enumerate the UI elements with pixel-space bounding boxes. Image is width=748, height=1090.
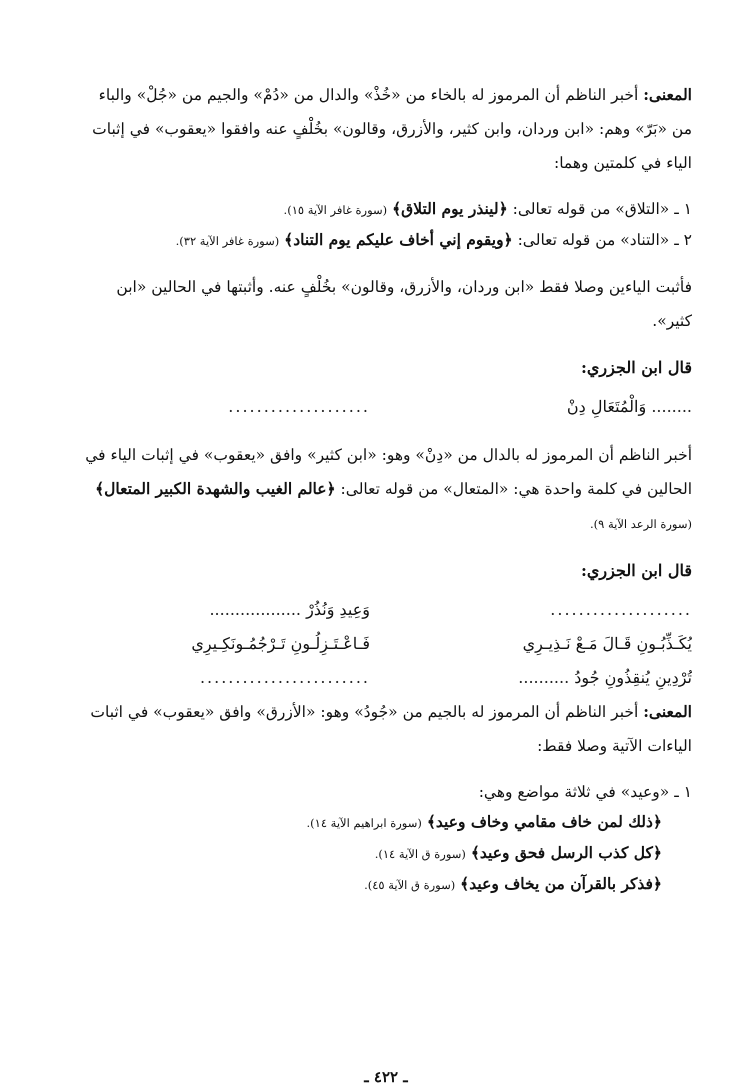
- list-item: [80, 838, 692, 869]
- paragraph-2: [80, 270, 692, 338]
- ellipsis-dots: ....................: [550, 600, 692, 619]
- verse-right-hemistich: [392, 627, 692, 661]
- verse-line: [80, 390, 692, 424]
- quran-quote: ﴿لينذر يوم التلاق﴾: [392, 199, 508, 218]
- surah-reference: (سورة ق الآية ٤٥).: [364, 878, 456, 892]
- surah-reference: (سورة الرعد الآية ٩).: [589, 517, 692, 531]
- verse-left-hemistich: [80, 593, 370, 627]
- list-number: ١ ـ: [674, 200, 692, 218]
- list-number: ٢ ـ: [674, 231, 692, 249]
- paragraph-3: [80, 438, 692, 541]
- surah-reference: (سورة ابراهيم الآية ١٤).: [306, 816, 422, 830]
- list-item: [80, 807, 692, 838]
- meaning-text: أخبر الناظم أن المرموز له بالخاء من «خُذْ» والدال من «دُمْ» والجيم من «جُلْ» والباء من «بَرّ» وهم: «ابن وردان، وابن كثير، والأزرق، وقالون» بخُلْفٍ عنه وافقوا «يعقوب» في إثبات الياء في كلمتين وهما:: [92, 86, 692, 172]
- meaning-text: أخبر الناظم أن المرموز له بالجيم من «جُودُ» وهو: «الأزرق» وافق «يعقوب» في اثبات الياءات الآتية وصلا فقط:: [90, 703, 692, 755]
- list-intro: ١ ـ «وعيد» في ثلاثة مواضع وهي:: [478, 783, 692, 801]
- verse-right-hemistich: [392, 593, 692, 627]
- quran-quote: ﴿عالم الغيب والشهدة الكبير المتعال﴾: [95, 479, 336, 498]
- quran-quote: ﴿ويقوم إني أخاف عليكم يوم التناد﴾: [284, 230, 513, 249]
- verse-left-hemistich: [80, 627, 370, 661]
- meaning-paragraph-1: [80, 78, 692, 180]
- list-item: [80, 194, 692, 225]
- verse-right-hemistich: [392, 661, 692, 695]
- verse-text: وَعِيدِ وَنُذُرْ: [306, 600, 370, 619]
- section-heading: قال ابن الجزري:: [581, 358, 692, 377]
- ellipsis-dots: ........................: [199, 668, 370, 687]
- verse-left-hemistich: [80, 661, 370, 695]
- verse-text: وَالْمُتَعَالِ دِنْ: [566, 397, 647, 416]
- paragraph-text: أخبر الناظم أن المرموز له بالدال من «دِنْ» وهو: «ابن كثير» وافق «يعقوب» في إثبات الياء في الحالين في كلمة واحدة هي: «المتعال» من قوله تعالى:: [85, 446, 692, 498]
- verse-line: [80, 593, 692, 627]
- verse-text: فَـاعْـتَـزِلُـونِ تَـرْجُمُـونَكِـيرِي: [191, 634, 370, 653]
- surah-reference: (سورة غافر الآية ١٥).: [283, 203, 388, 217]
- quran-quote: ﴿فذكر بالقرآن من يخاف وعيد﴾: [460, 874, 662, 893]
- verse-text: تُرْدِينِ يُنقِذُونِ جُودُ: [574, 668, 692, 687]
- paragraph-text: فأثبت الياءين وصلا فقط «ابن وردان، والأزرق، وقالون» بخُلْفٍ عنه. وأثبتها في الحالين «ابن كثير».: [116, 278, 692, 330]
- list-item: [80, 869, 692, 900]
- word-list-1: [80, 194, 692, 256]
- quran-quote: ﴿كل كذب الرسل فحق وعيد﴾: [470, 843, 662, 862]
- verse-left-hemistich: [80, 390, 370, 424]
- list-text: «التلاق» من قوله تعالى:: [512, 200, 670, 218]
- list-item: [80, 225, 692, 256]
- ellipsis-dots: ........: [651, 397, 692, 416]
- meaning-paragraph-2: [80, 695, 692, 763]
- ellipsis-dots: ....................: [228, 397, 370, 416]
- surah-reference: (سورة غافر الآية ٣٢).: [175, 234, 280, 248]
- verse-right-hemistich: [392, 390, 692, 424]
- page-body: [80, 78, 692, 1086]
- quran-quote: ﴿ذلك لمن خاف مقامي وخاف وعيد﴾: [426, 812, 662, 831]
- meaning-label: المعنى:: [643, 702, 692, 721]
- ellipsis-dots: ..................: [209, 600, 302, 619]
- list-text: «التناد» من قوله تعالى:: [517, 231, 670, 249]
- word-list-2: [80, 777, 692, 900]
- surah-reference: (سورة ق الآية ١٤).: [374, 847, 466, 861]
- ellipsis-dots: ..........: [518, 668, 570, 687]
- section-heading: قال ابن الجزري:: [581, 561, 692, 580]
- verse-text: يُكَـذِّبُـونِ قَـالَ مَـعْ نَـذِيـرِي: [522, 634, 692, 653]
- meaning-label: المعنى:: [643, 85, 692, 104]
- verse-line: [80, 661, 692, 695]
- verse-line: [80, 627, 692, 661]
- page-number: ـ ٤٢٢ ـ: [364, 1068, 408, 1086]
